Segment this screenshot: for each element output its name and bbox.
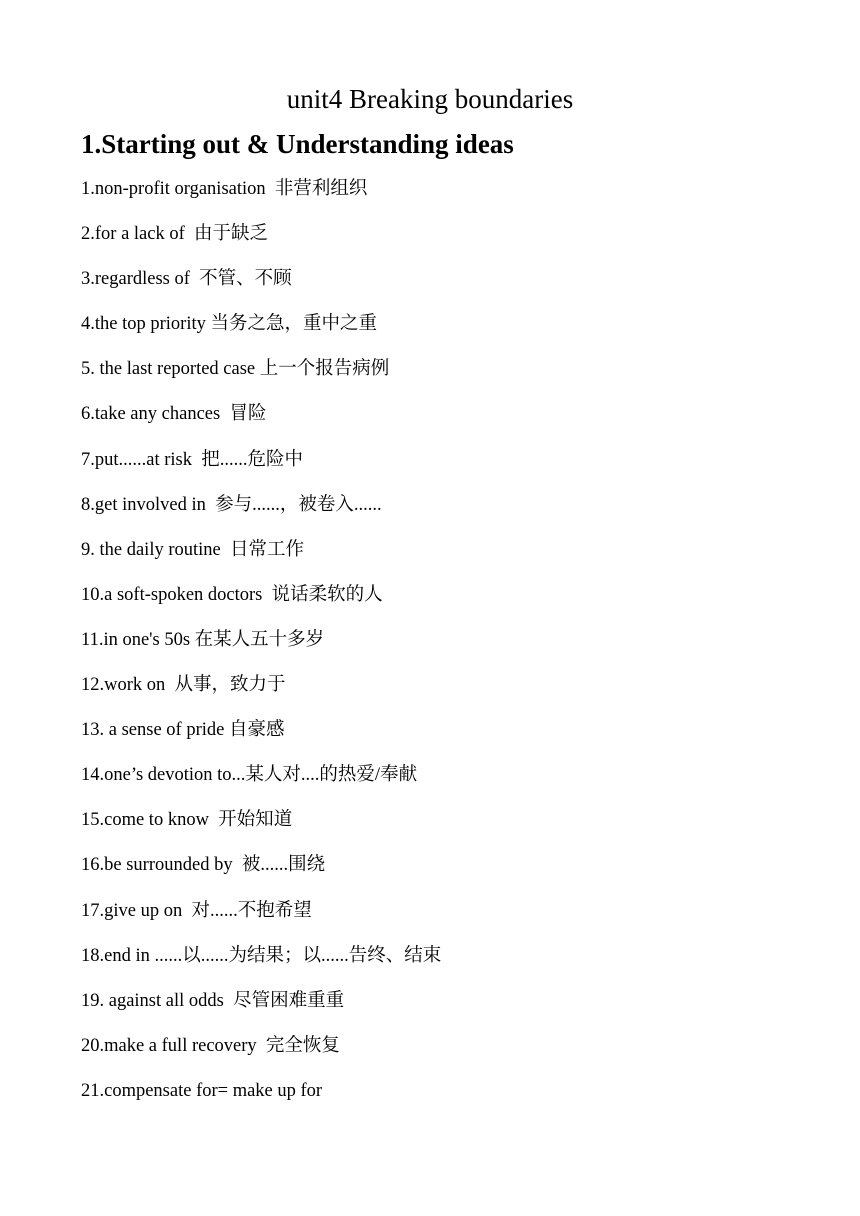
vocabulary-item: 14.one’s devotion to...某人对....的热爱/奉献 [81, 765, 418, 786]
vocabulary-item: 13. a sense of pride 自豪感 [81, 720, 285, 741]
vocabulary-item: 1.non-profit organisation 非营利组织 [81, 179, 368, 199]
vocabulary-item: 3.regardless of 不管、不顾 [81, 269, 292, 290]
vocabulary-item: 17.give up on 对......不抱希望 [81, 900, 312, 921]
vocabulary-item: 20.make a full recovery 完全恢复 [81, 1035, 340, 1056]
vocabulary-item: 9. the daily routine 日常工作 [81, 539, 304, 560]
vocabulary-item: 5. the last reported case 上一个报告病例 [81, 359, 390, 380]
vocabulary-item: 19. against all odds 尽管困难重重 [81, 990, 345, 1011]
vocabulary-list [81, 174, 441, 1121]
section-heading: 1.Starting out & Understanding ideas [81, 129, 514, 159]
vocabulary-item: 10.a soft-spoken doctors 说话柔软的人 [81, 584, 383, 605]
vocabulary-item: 4.the top priority 当务之急，重中之重 [81, 314, 377, 335]
vocabulary-item: 6.take any chances 冒险 [81, 404, 267, 425]
vocabulary-item: 7.put......at risk 把......危险中 [81, 449, 303, 470]
vocabulary-item: 8.get involved in 参与......，被卷入...... [81, 494, 382, 515]
document-title: unit4 Breaking boundaries [286, 84, 574, 114]
vocabulary-item: 15.come to know 开始知道 [81, 810, 293, 831]
vocabulary-item: 21.compensate for= make up for [81, 1080, 323, 1101]
vocabulary-item: 12.work on 从事，致力于 [81, 675, 286, 696]
vocabulary-item: 11.in one's 50s 在某人五十多岁 [81, 629, 325, 650]
vocabulary-item: 2.for a lack of 由于缺乏 [81, 224, 269, 245]
vocabulary-item: 18.end in ......以......为结果；以......告终、结束 [81, 945, 442, 966]
vocabulary-item: 16.be surrounded by 被......围绕 [81, 855, 326, 876]
